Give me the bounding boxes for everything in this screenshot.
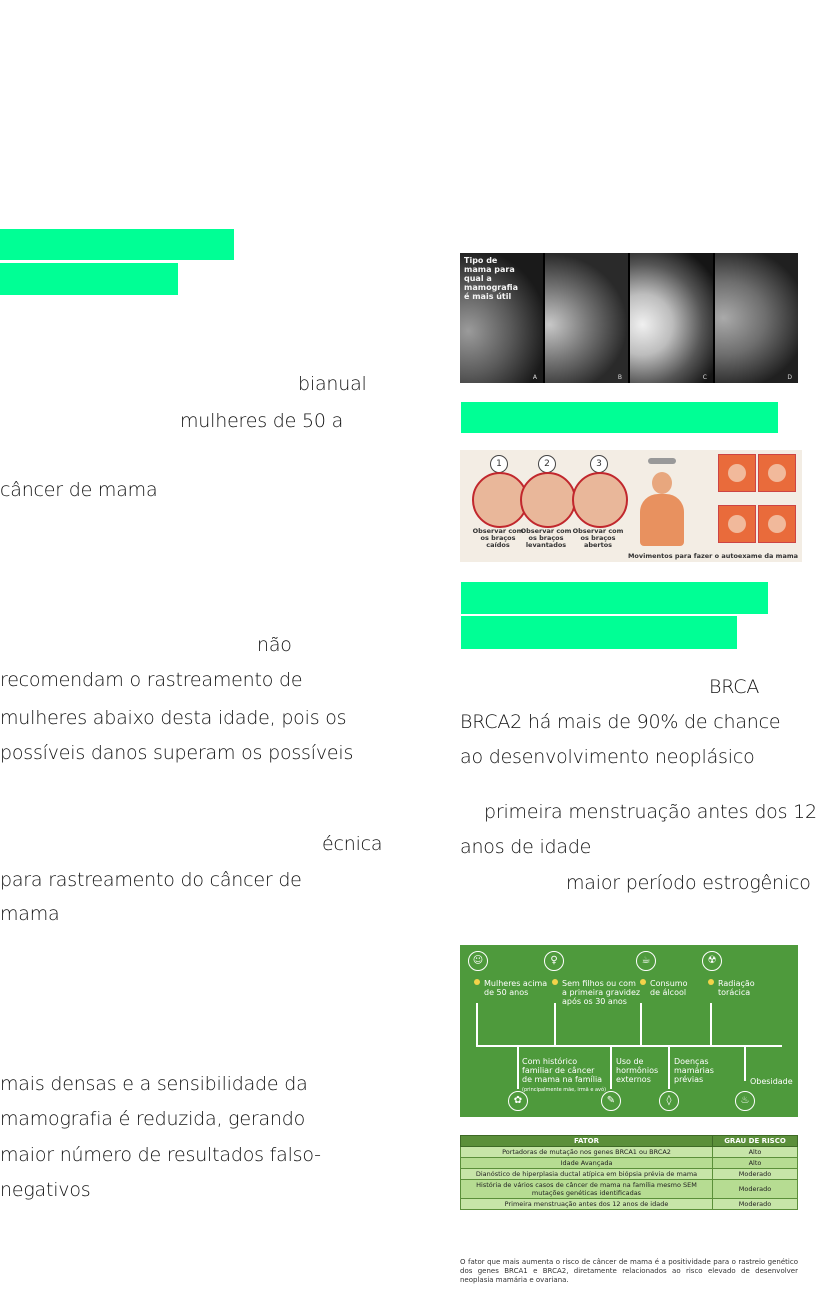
risk-label: Com histórico familiar de câncer de mama na família — [522, 1057, 603, 1084]
shower-figure-icon — [628, 458, 700, 546]
table-row: Primeira menstruação antes dos 12 anos de idade Moderado — [461, 1199, 798, 1210]
alcohol-icon: ☕ — [636, 951, 656, 971]
exam-step-icon — [758, 505, 796, 543]
text-brca2-chance: BRCA2 há mais de 90% de chance — [460, 711, 781, 733]
highlight-bar — [0, 263, 178, 295]
risk-label: Sem filhos ou com a primeira gravidez após os 30 anos — [562, 979, 641, 1006]
highlight-bar — [461, 582, 768, 614]
step-label: Observar com os braços levantados — [520, 527, 572, 549]
step-number: 2 — [538, 455, 556, 473]
risk-sublabel: (principalmente mãe, irmã e avó) — [522, 1087, 607, 1093]
risk-label: Doenças mamárias prévias — [674, 1057, 714, 1084]
woman-icon: ☺ — [468, 951, 488, 971]
text-mulheres: mulheres de 50 a — [180, 410, 344, 432]
text-tecnica: écnica — [322, 833, 383, 855]
risk-label: Consumo de álcool — [650, 979, 688, 997]
radiation-icon: ☢ — [702, 951, 722, 971]
exam-step-icon — [758, 454, 796, 492]
exam-step-icon — [718, 505, 756, 543]
table-row: Dianóstico de hiperplasia ductal atípica em biópsia prévia de mama Moderado — [461, 1169, 798, 1180]
risk-label: Mulheres acima de 50 anos — [484, 979, 548, 997]
family-icon: ✿ — [508, 1091, 528, 1111]
table-row: Idade Avançada Alto — [461, 1158, 798, 1169]
step-number: 3 — [590, 455, 608, 473]
text-neoplasico: ao desenvolvimento neoplásico — [460, 746, 755, 768]
mammo-panel-a: Tipo de mama para qual a mamografia é mais útil A — [460, 253, 545, 383]
highlight-bar — [461, 616, 737, 649]
obesity-icon: ♨ — [735, 1091, 755, 1111]
text-mulheres-abaixo: mulheres abaixo desta idade, pois os — [0, 707, 347, 729]
self-exam-image — [460, 450, 802, 562]
table-header: GRAU DE RISCO — [713, 1136, 798, 1147]
step-label: Observar com os braços abertos — [572, 527, 624, 549]
text-recomendam: recomendam o rastreamento de — [0, 669, 303, 691]
text-mamografia: mamografia é reduzida, gerando — [0, 1108, 306, 1130]
mammo-panel-c: C — [630, 253, 715, 383]
text-bianual: bianual — [298, 373, 367, 395]
text-mama: mama — [0, 903, 60, 925]
risk-label: Uso de hormônios externos — [616, 1057, 659, 1084]
text-densas: mais densas e a sensibilidade da — [0, 1073, 308, 1095]
text-nao: não — [257, 634, 292, 656]
exam-step-icon — [718, 454, 756, 492]
text-falso: maior número de resultados falso- — [0, 1144, 321, 1166]
breast-icon — [520, 472, 576, 528]
risk-label: Radiação torácica — [718, 979, 755, 997]
mammo-caption: Tipo de mama para qual a mamografia é mais útil — [464, 256, 518, 301]
hormone-icon: ✎ — [601, 1091, 621, 1111]
table-row: História de vários casos de câncer de mama na família mesmo SEM mutações genéticas identificadas Moderado — [461, 1180, 798, 1199]
text-anos: anos de idade — [460, 836, 592, 858]
text-brca: BRCA — [709, 676, 760, 698]
table-row: Portadoras de mutação nos genes BRCA1 ou BRCA2 Alto — [461, 1147, 798, 1158]
table-header: FATOR — [461, 1136, 713, 1147]
text-negativos: negativos — [0, 1179, 91, 1201]
mammogram-image — [460, 253, 798, 383]
breast-disease-icon: ◊ — [659, 1091, 679, 1111]
self-exam-caption: Movimentos para fazer o autoexame da mama — [627, 552, 798, 560]
text-rastreamento: para rastreamento do câncer de — [0, 869, 302, 891]
highlight-bar — [461, 402, 778, 433]
table-footnote: O fator que mais aumenta o risco de câncer de mama é a positividade para o rastreio genético dos genes BRCA1 e BRCA2, diretamente relacionados ao risco elevado de desenvolver neoplasia mamária e ovariana. — [460, 1258, 798, 1284]
step-number: 1 — [490, 455, 508, 473]
text-menstruacao: primeira menstruação antes dos 12 — [484, 801, 817, 823]
step-label: Observar com os braços caídos — [472, 527, 524, 549]
mammo-panel-d: D — [715, 253, 798, 383]
breast-icon — [572, 472, 628, 528]
risk-factors-infographic — [460, 945, 798, 1117]
text-danos: possíveis danos superam os possíveis — [0, 742, 354, 764]
highlight-bar — [0, 229, 234, 260]
risk-label: Obesidade — [750, 1077, 793, 1086]
text-cancer-mama: câncer de mama — [0, 479, 158, 501]
risk-factor-table — [460, 1135, 798, 1210]
mammo-panel-b: B — [545, 253, 630, 383]
text-estrogenico: maior período estrogênico — [566, 872, 811, 894]
pregnancy-icon: ♀ — [544, 951, 564, 971]
